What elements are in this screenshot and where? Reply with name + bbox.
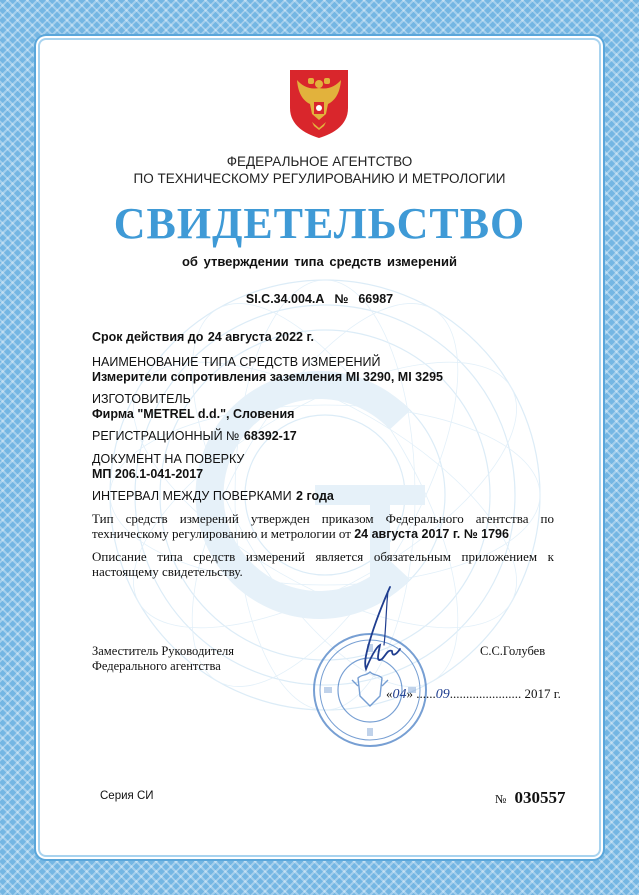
certificate-body — [40, 40, 599, 855]
document-value: МП 206.1-041-2017 — [92, 467, 204, 481]
order-date: 24 августа 2017 г. № 1796 — [354, 527, 509, 541]
validity-value: 24 августа 2022 г. — [207, 330, 314, 344]
number-prefix: SI.C.34.004.A — [245, 292, 325, 306]
certificate-title: СВИДЕТЕЛЬСТВО — [113, 199, 526, 248]
certificate-subtitle: об утверждении типа средств измерений — [181, 254, 458, 269]
registration-value: 68392-17 — [243, 429, 297, 443]
order-paragraph — [92, 511, 554, 542]
date-month: 09 — [435, 687, 450, 702]
agency-name-line1: ФЕДЕРАЛЬНОЕ АГЕНТСТВО — [226, 154, 413, 169]
type-name-label: НАИМЕНОВАНИЕ ТИПА СРЕДСТВ ИЗМЕРЕНИЙ — [92, 355, 381, 369]
serial-sign: № — [495, 792, 507, 806]
number-value: 66987 — [358, 292, 394, 306]
registration-label: РЕГИСТРАЦИОННЫЙ № — [92, 429, 240, 443]
type-name-value: Измерители сопротивления заземления MI 3290, MI 3295 — [92, 370, 443, 384]
serial-number — [495, 788, 565, 808]
document-value-line — [92, 465, 203, 483]
manufacturer-value-line — [92, 405, 294, 423]
signatory-position-line1: Заместитель Руководителя — [92, 644, 234, 658]
signatory-name: С.С.Голубев — [480, 644, 546, 658]
date-day: 04 — [392, 687, 407, 702]
signature-date: «04» ......09...................... 2017 г. — [386, 686, 561, 702]
coat-of-arms-icon — [288, 68, 350, 140]
signatory-position-line2: Федерального агентства — [92, 659, 221, 673]
interval-line — [92, 487, 334, 505]
series-label: Серия СИ — [100, 790, 154, 802]
signatory-position — [92, 644, 234, 674]
validity-label: Срок действия до — [92, 330, 204, 344]
order-text: Тип средств измерений утвержден приказом Федерального агентства по техническому регулированию и метрологии от — [92, 511, 554, 541]
type-name-value-line — [92, 368, 443, 386]
handwritten-signature-icon — [352, 585, 412, 680]
agency-name-line2: ПО ТЕХНИЧЕСКОМУ РЕГУЛИРОВАНИЮ И МЕТРОЛОГИИ — [133, 171, 506, 186]
certificate-number — [40, 292, 599, 306]
interval-label: ИНТЕРВАЛ МЕЖДУ ПОВЕРКАМИ — [92, 489, 292, 503]
document-label: ДОКУМЕНТ НА ПОВЕРКУ — [92, 452, 245, 466]
manufacturer-value: Фирма "METREL d.d.", Словения — [92, 407, 295, 421]
date-year: 2017 г. — [524, 686, 561, 701]
interval-value: 2 года — [296, 489, 334, 503]
manufacturer-label: ИЗГОТОВИТЕЛЬ — [92, 392, 191, 406]
validity-line — [92, 328, 314, 346]
registration-line — [92, 427, 297, 445]
description-paragraph: Описание типа средств измерений является обязательным приложением к настоящему свидетельству. — [92, 549, 554, 579]
serial-number-value: 030557 — [514, 788, 566, 807]
number-sign: № — [334, 292, 349, 306]
